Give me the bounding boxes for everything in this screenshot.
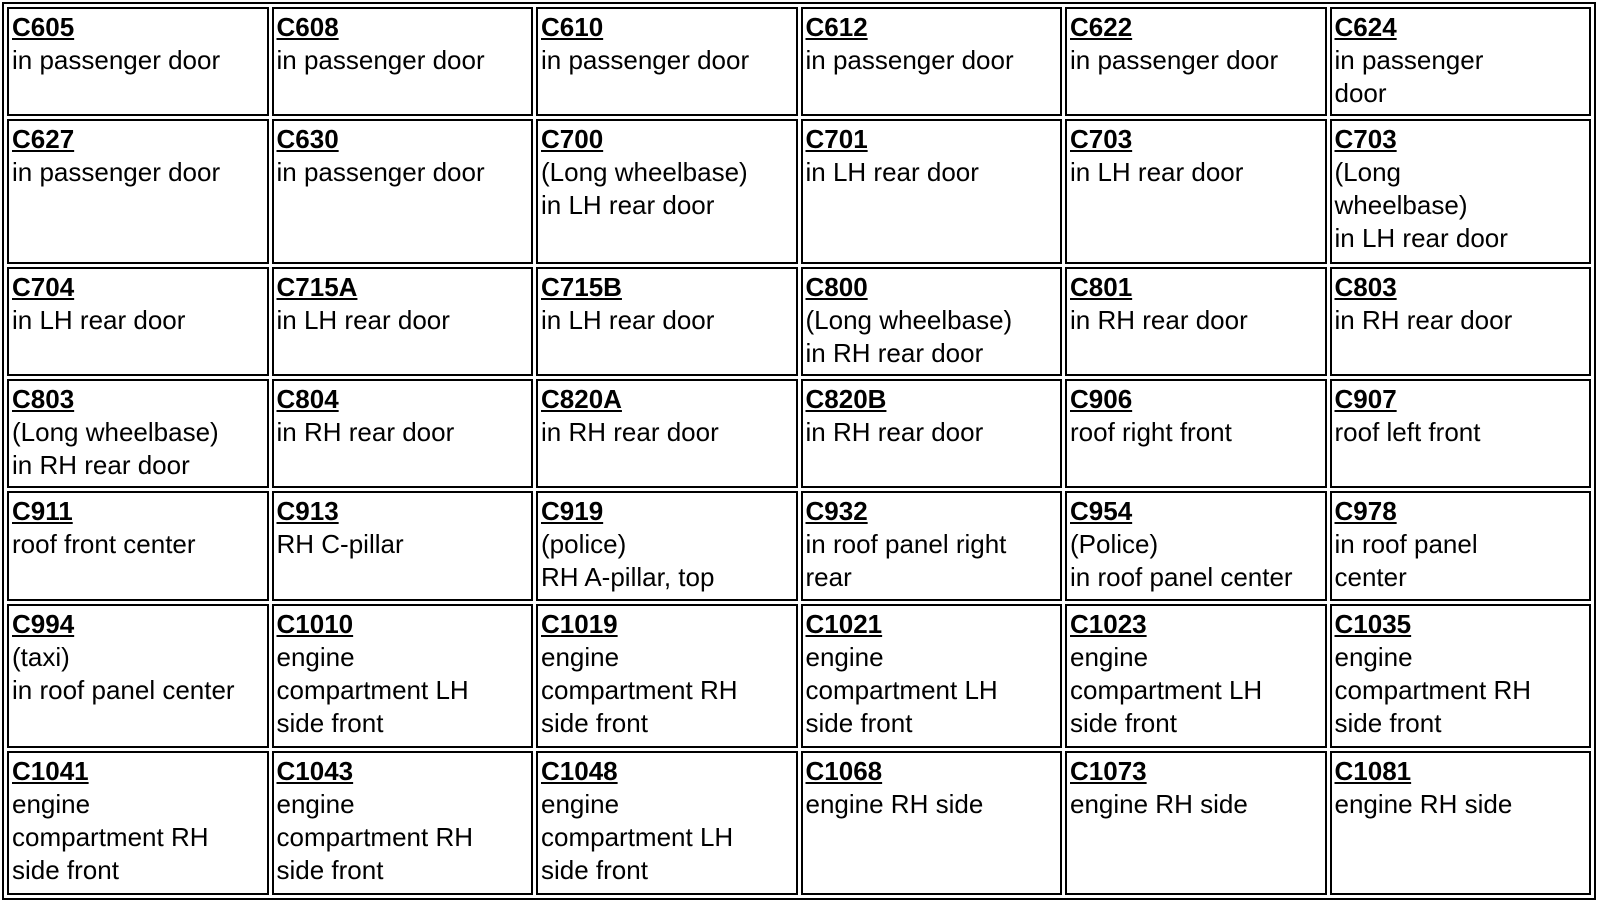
connector-location-text: roof front center (12, 529, 196, 560)
connector-cell (272, 491, 534, 600)
connector-cell (1330, 379, 1592, 488)
connector-code-link[interactable]: C1035 (1334, 608, 1412, 639)
table-row (7, 267, 1591, 376)
connector-code-link[interactable]: C1041 (12, 755, 89, 786)
connector-code-link[interactable]: C1068 (805, 755, 883, 786)
connector-cell (1065, 7, 1327, 116)
connector-code-link[interactable]: C612 (805, 12, 868, 42)
connector-cell (536, 491, 798, 600)
connector-location-text: engine compartment LH side front (276, 641, 469, 738)
table-row (7, 7, 1591, 116)
connector-location-text: in passenger door (541, 45, 750, 75)
connector-code-link[interactable]: C919 (541, 496, 604, 527)
connector-code-link[interactable]: C1010 (276, 608, 354, 639)
connector-cell (7, 119, 269, 263)
connector-location-text: in roof panel center (1334, 529, 1478, 593)
connector-location-text: in passenger door (1334, 45, 1484, 108)
connector-location-text: engine compartment LH side front (1070, 641, 1263, 738)
connector-code-link[interactable]: C820A (541, 383, 622, 414)
connector-location-text: engine compartment RH side front (12, 788, 209, 885)
connector-cell (801, 379, 1063, 488)
connector-location-text: in RH rear door (1070, 304, 1248, 335)
connector-code-link[interactable]: C608 (276, 12, 339, 42)
connector-location-text: engine RH side (1070, 788, 1248, 819)
connector-location-text: in passenger door (276, 45, 485, 75)
connector-location-text: RH C-pillar (276, 529, 404, 560)
connector-code-link[interactable]: C801 (1070, 271, 1133, 302)
connector-location-text: (Long wheelbase) in LH rear door (1334, 157, 1508, 254)
connector-location-text: engine compartment LH side front (541, 788, 734, 885)
connector-location-text: in RH rear door (1334, 304, 1513, 335)
connector-cell (272, 7, 534, 116)
connector-cell (272, 379, 534, 488)
connector-code-link[interactable]: C932 (805, 496, 868, 527)
connector-location-text: engine compartment RH side front (541, 641, 738, 738)
connector-cell (1065, 267, 1327, 376)
connector-location-text: (Long wheelbase) in RH rear door (805, 304, 1013, 368)
connector-cell (272, 604, 534, 748)
table-row (7, 604, 1591, 748)
connector-code-link[interactable]: C1043 (276, 755, 354, 786)
connector-location-text: in RH rear door (541, 416, 719, 447)
connector-location-text: engine compartment RH side front (1334, 641, 1531, 738)
connector-location-text: engine RH side (1334, 788, 1513, 819)
connector-location-text: in LH rear door (276, 304, 450, 335)
connector-cell (536, 604, 798, 748)
connector-location-text: in passenger door (12, 45, 221, 75)
connector-code-link[interactable]: C804 (276, 383, 339, 414)
connector-location-text: (taxi) in roof panel center (12, 641, 235, 705)
connector-location-text: (Long wheelbase) in LH rear door (541, 157, 748, 221)
connector-location-text: in RH rear door (276, 416, 455, 447)
connector-cell (801, 267, 1063, 376)
connector-code-link[interactable]: C978 (1334, 496, 1397, 527)
table-row (7, 751, 1591, 895)
connector-location-text: (Long wheelbase) in RH rear door (12, 416, 219, 480)
connector-location-text: roof left front (1334, 416, 1481, 447)
connector-code-link[interactable]: C627 (12, 124, 75, 155)
connector-code-link[interactable]: C624 (1334, 12, 1397, 42)
connector-cell (7, 7, 269, 116)
connector-cell (1330, 491, 1592, 600)
connector-cell (536, 119, 798, 263)
connector-code-link[interactable]: C1019 (541, 608, 618, 639)
connector-location-text: in RH rear door (805, 416, 984, 447)
connector-location-text: engine RH side (805, 788, 984, 819)
connector-code-link[interactable]: C994 (12, 608, 75, 639)
connector-cell (7, 379, 269, 488)
connector-cell (7, 267, 269, 376)
connector-code-link[interactable]: C703 (1334, 124, 1397, 155)
connector-location-text: in LH rear door (12, 304, 186, 335)
connector-code-link[interactable]: C703 (1070, 124, 1133, 155)
connector-code-link[interactable]: C605 (12, 12, 75, 42)
connector-location-text: (Police) in roof panel center (1070, 529, 1293, 593)
connector-cell (801, 7, 1063, 116)
connector-code-link[interactable]: C907 (1334, 383, 1397, 414)
connector-cell (1065, 604, 1327, 748)
connector-location-text: in passenger door (805, 45, 1014, 75)
connector-code-link[interactable]: C803 (1334, 271, 1397, 302)
connector-cell (7, 604, 269, 748)
connector-cell (1330, 604, 1592, 748)
connector-location-text: engine compartment RH side front (276, 788, 473, 885)
connector-cell (7, 491, 269, 600)
connector-location-text: in LH rear door (541, 304, 715, 335)
connector-location-text: (police) RH A-pillar, top (541, 529, 715, 593)
connector-cell (1065, 379, 1327, 488)
connector-cell (272, 267, 534, 376)
connector-location-table (2, 2, 1596, 900)
connector-code-link[interactable]: C1073 (1070, 755, 1147, 786)
connector-code-link[interactable]: C954 (1070, 496, 1133, 527)
connector-cell (536, 751, 798, 895)
connector-location-text: in passenger door (12, 157, 221, 188)
connector-code-link[interactable]: C630 (276, 124, 339, 155)
connector-code-link[interactable]: C803 (12, 383, 75, 414)
connector-cell (272, 751, 534, 895)
connector-code-link[interactable]: C1081 (1334, 755, 1412, 786)
connector-code-link[interactable]: C1021 (805, 608, 883, 639)
connector-code-link[interactable]: C1023 (1070, 608, 1147, 639)
connector-cell (801, 751, 1063, 895)
connector-code-link[interactable]: C704 (12, 271, 75, 302)
connector-code-link[interactable]: C1048 (541, 755, 618, 786)
connector-cell (1065, 119, 1327, 263)
connector-cell (536, 267, 798, 376)
connector-cell (536, 7, 798, 116)
connector-location-text: in LH rear door (1070, 157, 1244, 188)
connector-cell (801, 119, 1063, 263)
connector-cell (1065, 491, 1327, 600)
connector-code-link[interactable]: C701 (805, 124, 868, 155)
connector-location-text: in LH rear door (805, 157, 979, 188)
table-row (7, 491, 1591, 600)
connector-cell (801, 491, 1063, 600)
connector-code-link[interactable]: C715B (541, 271, 622, 302)
connector-cell (1330, 267, 1592, 376)
connector-cell (1330, 7, 1592, 116)
connector-code-link[interactable]: C906 (1070, 383, 1133, 414)
connector-cell (1330, 751, 1592, 895)
connector-location-text: engine compartment LH side front (805, 641, 998, 738)
connector-location-text: roof right front (1070, 416, 1232, 447)
table-row (7, 119, 1591, 263)
connector-code-link[interactable]: C911 (12, 496, 73, 527)
connector-code-link[interactable]: C700 (541, 124, 604, 155)
connector-location-text: in roof panel right rear (805, 529, 1007, 593)
connector-cell (801, 604, 1063, 748)
connector-cell (536, 379, 798, 488)
connector-location-text: in passenger door (1070, 45, 1279, 75)
connector-code-link[interactable]: C800 (805, 271, 868, 302)
connector-code-link[interactable]: C610 (541, 12, 604, 42)
connector-code-link[interactable]: C820B (805, 383, 887, 414)
connector-code-link[interactable]: C913 (276, 496, 339, 527)
connector-cell (272, 119, 534, 263)
connector-cell (1065, 751, 1327, 895)
connector-code-link[interactable]: C715A (276, 271, 358, 302)
table-body (7, 7, 1591, 895)
table-row (7, 379, 1591, 488)
connector-location-text: in passenger door (276, 157, 485, 188)
connector-cell (7, 751, 269, 895)
connector-cell (1330, 119, 1592, 263)
connector-code-link[interactable]: C622 (1070, 12, 1133, 42)
